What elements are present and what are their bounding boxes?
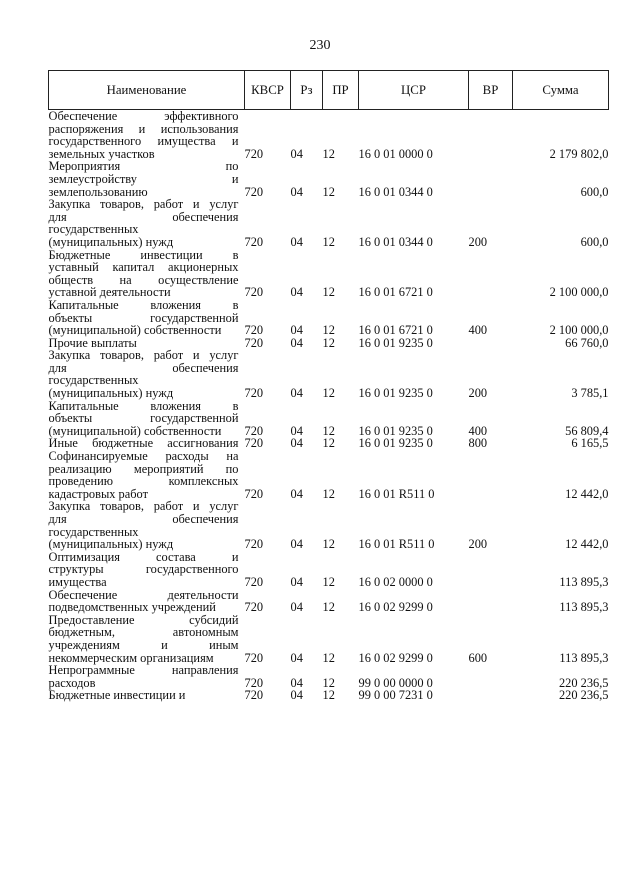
cell-kvsr: 720 (244, 234, 264, 249)
name-line: структуры государственного (48, 562, 239, 577)
header-rz: Рз (291, 71, 323, 110)
budget-table (48, 70, 609, 702)
cell-pr: 12 (322, 537, 335, 552)
cell-kvsr: 720 (244, 688, 264, 703)
header-name: Наименование (49, 71, 245, 110)
cell-csr: 16 0 01 0344 0 (358, 234, 433, 249)
cell-rz: 04 (290, 486, 303, 501)
cell-pr: 12 (322, 423, 335, 438)
cell-kvsr: 720 (244, 675, 264, 690)
cell-pr: 12 (322, 335, 335, 350)
cell-vr (469, 450, 513, 500)
cell-pr: 12 (322, 184, 335, 199)
name-line: распоряжения и использования (48, 121, 239, 136)
name-line: государственного имущества и (48, 134, 239, 149)
cell-pr: 12 (322, 285, 335, 300)
cell-vr (469, 249, 513, 299)
cell-pr: 12 (322, 600, 335, 615)
cell-csr: 16 0 01 R511 0 (358, 486, 435, 501)
cell-pr: 12 (322, 688, 335, 703)
cell-rz: 04 (290, 650, 303, 665)
cell-vr (469, 689, 513, 702)
cell-rz: 04 (290, 436, 303, 451)
cell-kvsr: 720 (244, 650, 264, 665)
cell-pr: 12 (322, 436, 335, 451)
cell-kvsr: 720 (244, 600, 264, 615)
cell-sum: 600,0 (580, 184, 609, 199)
name-line: государственных (48, 373, 139, 388)
cell-csr: 16 0 01 9235 0 (358, 436, 433, 451)
header-vr: ВР (469, 71, 513, 110)
cell-sum: 220 236,5 (558, 675, 609, 690)
cell-sum: 12 442,0 (565, 537, 609, 552)
cell-sum: 2 100 000,0 (549, 285, 609, 300)
cell-name (49, 450, 245, 500)
cell-sum: 113 895,3 (559, 574, 609, 589)
table-row (49, 299, 609, 337)
cell-csr: 16 0 01 R511 0 (358, 537, 435, 552)
cell-csr: 16 0 01 0000 0 (358, 146, 433, 161)
name-line: государственных (48, 524, 139, 539)
name-line: подведомственных учреждений (48, 600, 216, 615)
name-line: Закупка товаров, работ и услуг (48, 499, 239, 514)
name-line: Бюджетные инвестиции и (48, 688, 186, 703)
cell-rz: 04 (290, 386, 303, 401)
cell-csr: 99 0 00 7231 0 (358, 688, 433, 703)
cell-sum: 220 236,5 (558, 688, 609, 703)
table-header-row (49, 71, 609, 110)
name-line: государственных (48, 222, 139, 237)
name-line: расходов (48, 675, 96, 690)
cell-pr: 12 (322, 574, 335, 589)
table-row (49, 160, 609, 198)
name-line: Предоставление субсидий (48, 612, 239, 627)
cell-name (49, 299, 245, 337)
cell-rz: 04 (290, 184, 303, 199)
cell-vr: 200 (468, 386, 488, 401)
cell-name (49, 689, 245, 702)
name-line: (муниципальной) собственности (48, 323, 222, 338)
cell-kvsr: 720 (244, 323, 264, 338)
cell-name (49, 551, 245, 589)
cell-name (49, 400, 245, 438)
header-pr: ПР (323, 71, 359, 110)
name-line: Капитальные вложения в (48, 398, 239, 413)
name-line: землеустройству и (48, 171, 239, 186)
cell-name (49, 110, 245, 161)
cell-rz: 04 (290, 335, 303, 350)
cell-name (49, 614, 245, 664)
name-line: Оптимизация состава и (48, 549, 239, 564)
name-line: обществ на осуществление (48, 272, 239, 287)
cell-vr (469, 551, 513, 589)
cell-pr: 12 (322, 675, 335, 690)
cell-vr: 200 (468, 537, 488, 552)
name-line: для обеспечения (48, 512, 239, 526)
cell-rz: 04 (290, 574, 303, 589)
cell-rz: 04 (290, 423, 303, 438)
cell-vr: 400 (468, 323, 488, 338)
cell-sum: 2 100 000,0 (549, 323, 609, 338)
cell-sum: 66 760,0 (565, 335, 609, 350)
cell-sum: 113 895,3 (559, 600, 609, 615)
cell-csr: 99 0 00 0000 0 (358, 675, 433, 690)
cell-sum: 2 179 802,0 (549, 146, 609, 161)
table-row (49, 614, 609, 664)
name-line: для обеспечения (48, 209, 239, 224)
cell-vr: 400 (468, 423, 488, 438)
cell-name (49, 500, 245, 550)
cell-vr (469, 589, 513, 614)
table-row (49, 249, 609, 299)
header-csr: ЦСР (359, 71, 469, 110)
name-line: землепользованию (48, 184, 148, 199)
table-row (49, 450, 609, 500)
cell-sum: 113 895,3 (559, 650, 609, 665)
name-line: для обеспечения (48, 360, 239, 375)
cell-csr: 16 0 01 9235 0 (358, 423, 433, 438)
name-line: земельных участков (48, 146, 155, 161)
cell-rz: 04 (290, 146, 303, 161)
cell-sum: 56 809,4 (565, 423, 609, 438)
table-row (49, 198, 609, 248)
cell-rz: 04 (290, 537, 303, 552)
header-sum: Сумма (513, 71, 609, 110)
name-line: реализацию мероприятий по (48, 461, 239, 476)
table-row (49, 551, 609, 589)
cell-name (49, 249, 245, 299)
cell-kvsr: 720 (244, 423, 264, 438)
cell-csr: 16 0 01 9235 0 (358, 386, 433, 401)
name-line: Прочие выплаты (48, 335, 137, 350)
name-line: объекты государственной (48, 411, 239, 426)
name-line: Бюджетные инвестиции в (48, 247, 239, 262)
table-row (49, 110, 609, 161)
cell-kvsr: 720 (244, 146, 264, 161)
cell-rz: 04 (290, 285, 303, 300)
cell-name (49, 589, 245, 614)
cell-rz: 04 (290, 600, 303, 615)
name-line: (муниципальных) нужд (48, 234, 174, 249)
cell-sum: 6 165,5 (571, 436, 609, 451)
cell-vr: 200 (468, 234, 488, 249)
cell-rz: 04 (290, 234, 303, 249)
cell-pr: 12 (322, 234, 335, 249)
name-line: Закупка товаров, работ и услуг (48, 197, 239, 212)
cell-kvsr: 720 (244, 184, 264, 199)
header-kvsr: КВСР (245, 71, 291, 110)
name-line: проведению комплексных (48, 474, 239, 489)
cell-rz: 04 (290, 688, 303, 703)
cell-csr: 16 0 02 9299 0 (358, 650, 433, 665)
cell-vr (469, 337, 513, 350)
cell-sum: 600,0 (580, 234, 609, 249)
cell-pr: 12 (322, 486, 335, 501)
cell-kvsr: 720 (244, 486, 264, 501)
cell-csr: 16 0 02 9299 0 (358, 600, 433, 615)
table-row (49, 589, 609, 614)
table-body (49, 110, 609, 702)
cell-csr: 16 0 01 9235 0 (358, 335, 433, 350)
name-line: Закупка товаров, работ и услуг (48, 348, 239, 363)
cell-kvsr: 720 (244, 574, 264, 589)
cell-kvsr: 720 (244, 386, 264, 401)
name-line: Мероприятия по (48, 159, 239, 174)
cell-pr: 12 (322, 146, 335, 161)
cell-pr: 12 (322, 650, 335, 665)
name-line: Капитальные вложения в (48, 297, 239, 312)
table-row (49, 664, 609, 689)
cell-kvsr: 720 (244, 436, 264, 451)
cell-vr: 800 (468, 436, 488, 451)
cell-kvsr: 720 (244, 537, 264, 552)
name-line: (муниципальной) собственности (48, 423, 222, 438)
name-line: Иные бюджетные ассигнования (48, 436, 239, 451)
name-line: имущества (48, 574, 107, 589)
cell-csr: 16 0 01 6721 0 (358, 285, 433, 300)
cell-name (49, 664, 245, 689)
cell-vr (469, 110, 513, 161)
cell-vr (469, 160, 513, 198)
cell-sum: 12 442,0 (565, 486, 609, 501)
name-line: Софинансируемые расходы на (48, 449, 239, 464)
cell-pr: 12 (322, 386, 335, 401)
cell-kvsr: 720 (244, 285, 264, 300)
name-line: кадастровых работ (48, 486, 149, 501)
cell-pr: 12 (322, 323, 335, 338)
name-line: Обеспечение деятельности (48, 587, 239, 602)
cell-csr: 16 0 01 6721 0 (358, 323, 433, 338)
cell-name (49, 198, 245, 248)
name-line: объекты государственной (48, 310, 239, 325)
name-line: некоммерческим организациям (48, 650, 214, 665)
name-line: (муниципальных) нужд (48, 537, 174, 552)
name-line: бюджетным, автономным (48, 625, 239, 640)
name-line: уставной деятельности (48, 285, 171, 300)
page-number: 230 (309, 38, 331, 53)
cell-name (49, 160, 245, 198)
name-line: (муниципальных) нужд (48, 386, 174, 401)
cell-name (49, 349, 245, 399)
cell-sum: 3 785,1 (571, 386, 609, 401)
name-line: Непрограммные направления (48, 663, 239, 678)
cell-rz: 04 (290, 675, 303, 690)
cell-csr: 16 0 01 0344 0 (358, 184, 433, 199)
cell-vr: 600 (468, 650, 488, 665)
table-row (49, 500, 609, 550)
cell-kvsr: 720 (244, 335, 264, 350)
cell-csr: 16 0 02 0000 0 (358, 574, 433, 589)
name-line: учреждениям и иным (48, 637, 239, 652)
cell-rz: 04 (290, 323, 303, 338)
table-row (49, 400, 609, 438)
name-line: уставный капитал акционерных (48, 260, 239, 275)
cell-vr (469, 664, 513, 689)
table-row (49, 349, 609, 399)
table-row (49, 689, 609, 702)
name-line: Обеспечение эффективного (48, 109, 239, 123)
